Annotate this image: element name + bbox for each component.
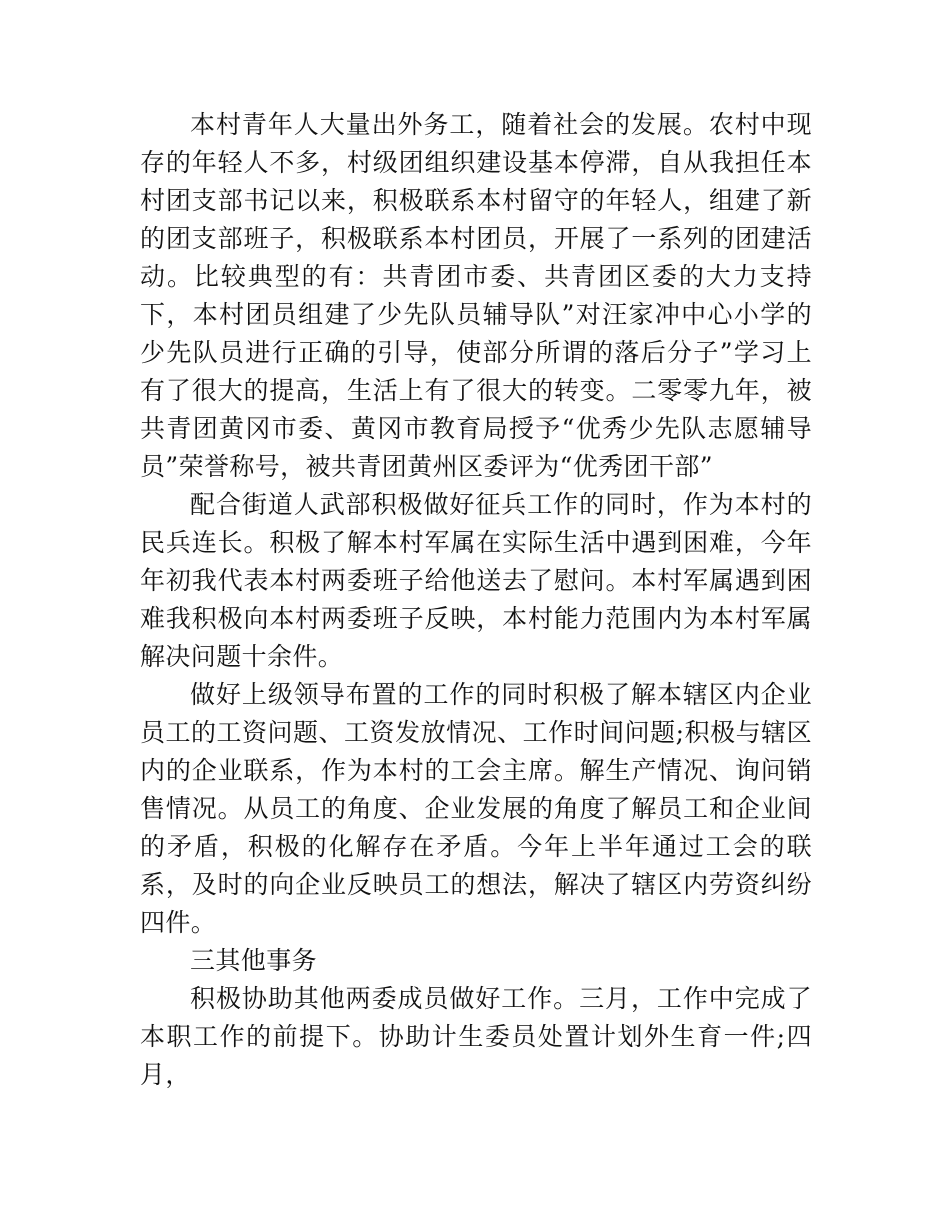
document-body xyxy=(140,106,812,1094)
paragraph-labor-union: 做好上级领导布置的工作的同时积极了解本辖区内企业员工的工资问题、工资发放情况、工作时间问题;积极与辖区内的企业联系，作为本村的工会主席。解生产情况、询问销售情况。从员工的角度、企业发展的角度了解员工和企业间的矛盾，积极的化解存在矛盾。今年上半年通过工会的联系，及时的向企业反映员工的想法，解决了辖区内劳资纠纷四件。 xyxy=(140,680,812,937)
paragraph-militia: 配合街道人武部积极做好征兵工作的同时，作为本村的民兵连长。积极了解本村军属在实际生活中遇到困难，今年年初我代表本村两委班子给他送去了慰问。本村军属遇到困难我积极向本村两委班子反映，本村能力范围内为本村军属解决问题十余件。 xyxy=(140,490,812,671)
paragraph-youth-league: 本村青年人大量出外务工，随着社会的发展。农村中现存的年轻人不多，村级团组织建设基本停滞，自从我担任本村团支部书记以来，积极联系本村留守的年轻人，组建了新的团支部班子，积极联系本村团员，开展了一系列的团建活动。比较典型的有：共青团市委、共青团区委的大力支持下，本村团员组建了少先队员辅导队”对汪家冲中心小学的少先队员进行正确的引导，使部分所谓的落后分子”学习上有了很大的提高，生活上有了很大的转变。二零零九年，被共青团黄冈市委、黄冈市教育局授予“优秀少先队志愿辅导员”荣誉称号，被共青团黄州区委评为“优秀团干部” xyxy=(140,110,812,481)
paragraph-other-affairs: 积极协助其他两委成员做好工作。三月，工作中完成了本职工作的前提下。协助计生委员处置计划外生育一件;四月， xyxy=(140,984,812,1089)
section-heading-other-affairs: 三其他事务 xyxy=(190,946,318,975)
